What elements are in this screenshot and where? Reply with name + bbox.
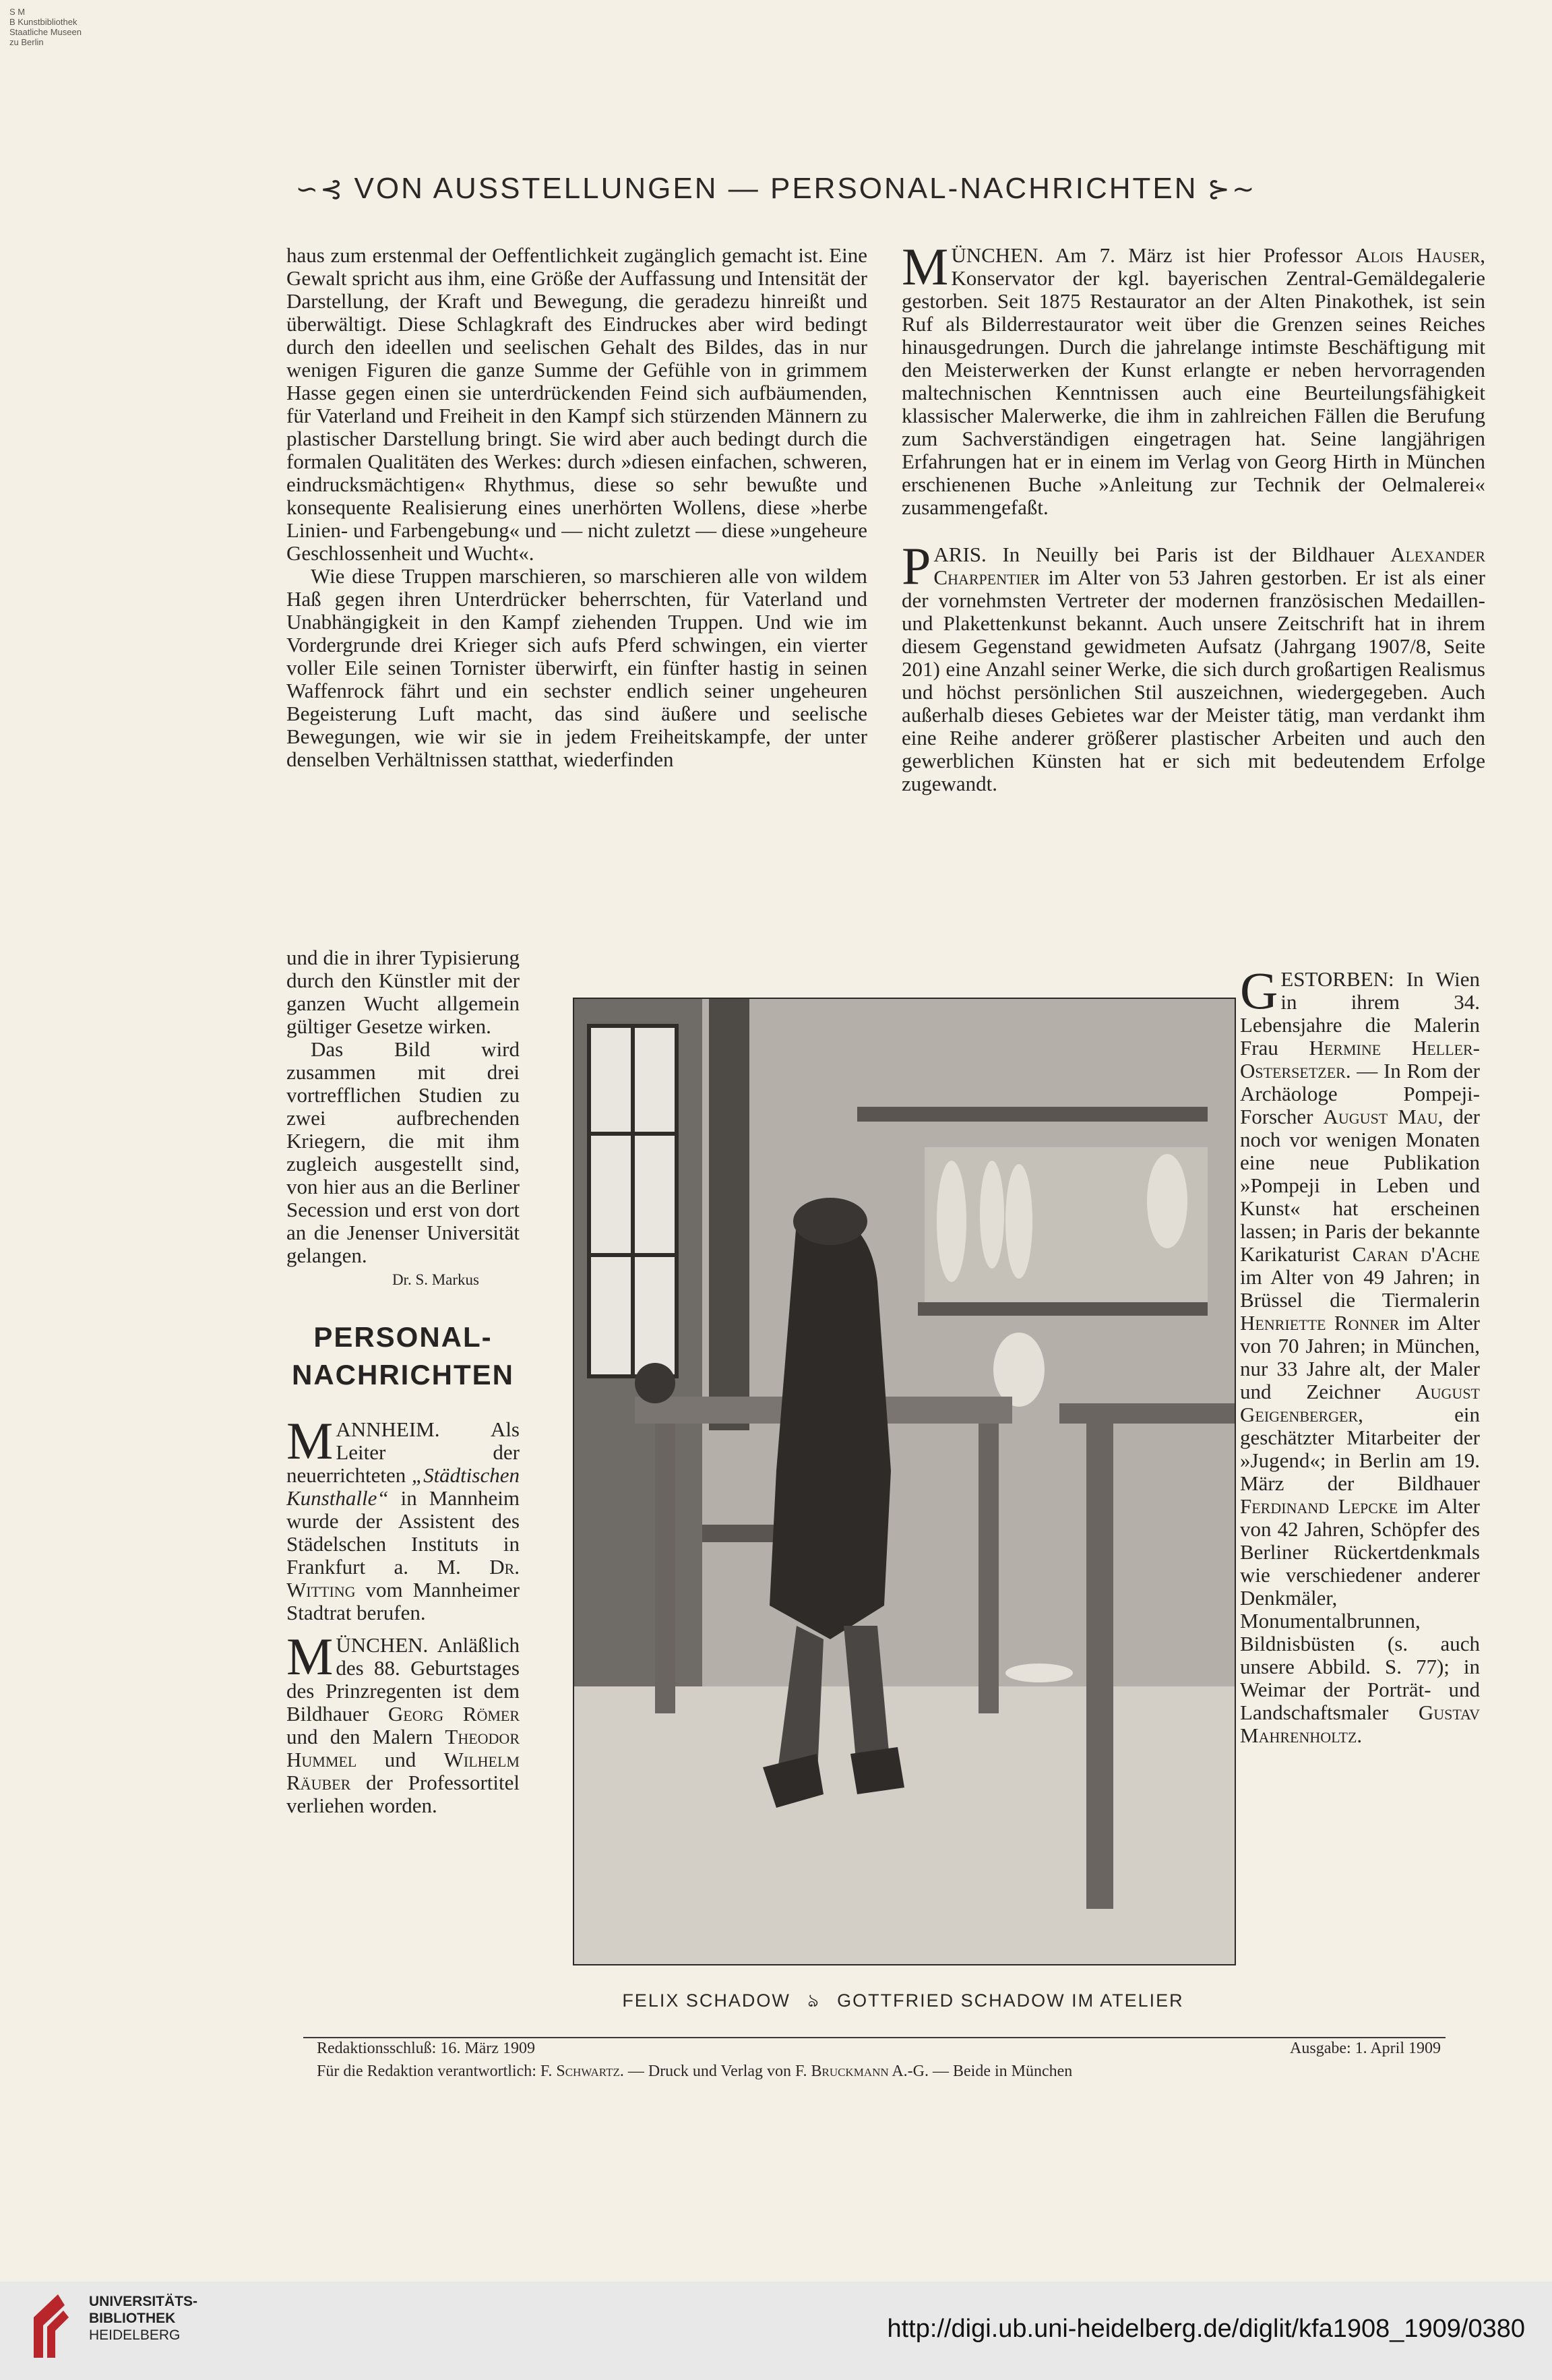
section-heading-line: PERSONAL- xyxy=(313,1321,493,1353)
person-name: Georg Römer xyxy=(387,1702,520,1726)
news-place: ÜNCHEN. xyxy=(951,243,1044,267)
news-item-muenchen-obituary xyxy=(902,237,1485,519)
right-column xyxy=(902,237,1485,795)
painting-illustration xyxy=(574,999,1235,1964)
news-text: im Alter von 42 Jahren, Schöpfer des Berliner Rückertdenkmals wie verschiedener anderer Denkmäler, Monumentalbrunnen, Bildnisbüsten (s. auch unsere Abbild. S. 77); in Weimar der Porträt- und Landschaftsmaler xyxy=(1240,1494,1480,1724)
news-text: und den Malern xyxy=(286,1725,445,1748)
person-name: Schwartz xyxy=(556,2063,620,2080)
imprint-text: . — Druck und Verlag von F. xyxy=(619,2063,811,2080)
author-signature: Dr. S. Markus xyxy=(392,1271,479,1288)
section-heading-line: NACHRICHTEN xyxy=(292,1359,514,1391)
drop-cap: M xyxy=(902,237,949,296)
news-place: ARIS. xyxy=(933,543,987,566)
caption-title: GOTTFRIED SCHADOW IM ATELIER xyxy=(837,1990,1184,2011)
ornament-right-icon: ⊱∼ xyxy=(1207,174,1257,205)
news-text: Anläßlich des 88. Geburtstages des Prinzregenten ist dem Bildhauer xyxy=(286,1633,520,1726)
publisher-name: Bruckmann xyxy=(811,2063,889,2080)
archive-stamp xyxy=(9,7,82,47)
article-paragraph: Das Bild wird zusammen mit drei vortrefflichen Studien zu zwei aufbrechenden Kriegern, die mit ihm zugleich ausgestellt sind, von hier aus an die Berliner Secession und erst von dort an die Jenenser Universität gelangen. xyxy=(286,1037,520,1267)
person-name: Alois Hauser xyxy=(1355,243,1481,267)
footer-ausgabe: Ausgabe: 1. April 1909 xyxy=(1290,2040,1441,2057)
caption-ornament-icon: ঌ xyxy=(807,1990,820,2011)
news-text: . xyxy=(1357,1723,1363,1747)
news-text: der Professortitel verliehen worden. xyxy=(286,1771,520,1817)
person-name: Gustav Mahrenholtz xyxy=(1240,1701,1480,1747)
stamp-line: zu Berlin xyxy=(9,37,44,47)
source-url-link[interactable]: http://digi.ub.uni-heidelberg.de/diglit/kfa1908_1909/0380 xyxy=(887,2315,1525,2343)
person-name: Dr. Witting xyxy=(286,1555,520,1601)
left-column-narrow xyxy=(286,946,520,1817)
drop-cap: G xyxy=(1240,961,1278,1020)
news-place: ÜNCHEN. xyxy=(336,1633,429,1657)
news-text: im Alter von 49 Jahren; in Brüssel die Tiermalerin xyxy=(1240,1265,1480,1312)
library-name-line: BIBLIOTHEK xyxy=(89,2311,176,2326)
person-name: August Geigenberger xyxy=(1240,1380,1480,1426)
stamp-line: B Kunstbibliothek xyxy=(9,17,77,27)
gestorben-column xyxy=(1240,961,1480,1747)
article-paragraph: haus zum erstenmal der Oeffentlichkeit zugänglich gemacht ist. Eine Gewalt spricht aus ihm, eine Größe der Auffassung und Intensität der Darstellung, der Kraft und Bewegung, die geradezu hinreißt und überwältigt. Diese Schlagkraft des Eindruckes aber wird bedingt durch den ideellen und seelischen Gehalt des Bildes, das in nur wenigen Figuren die ganze Summe der Gefühle von in grimmem Hasse gegen einen sie unterdrückenden Feind sich aufbäumenden, für Vaterland und Freiheit in den Kampf sich stürzenden Männern zu plastischer Darstellung bringt. Sie wird aber auch bedingt durch die formalen Qualitäten des Werkes: durch »diesen einfachen, schweren, eindrucksmächtigen« Rhythmus, diese so sehr bewußte und konsequente Realisierung eines unerhörten Wollens, diese »herbe Linien- und Farbengebung« und — nicht zuletzt — diese »ungeheure Geschlossenheit und Wucht«. xyxy=(286,243,867,565)
footer-redaktion: Redaktionsschluß: 16. März 1909 xyxy=(317,2040,535,2057)
stamp-line: Staatliche Museen xyxy=(9,27,82,37)
news-text: In Wien in ihrem 34. Lebensjahre die Malerin Frau xyxy=(1240,967,1480,1060)
person-name: Henriette Ronner xyxy=(1240,1311,1400,1335)
news-item-gestorben xyxy=(1240,961,1480,1747)
person-name: Wilhelm Räuber xyxy=(286,1748,520,1794)
news-item-mannheim xyxy=(286,1411,520,1624)
caption-artist: FELIX SCHADOW xyxy=(622,1990,790,2011)
person-name: Hermine Heller-Ostersetzer xyxy=(1240,1036,1480,1082)
person-name: Caran d'Ache xyxy=(1352,1242,1480,1266)
imprint-text: Für die Redaktion verantwortlich: F. xyxy=(317,2063,557,2080)
figure-caption xyxy=(573,1987,1233,2017)
person-name: August Mau xyxy=(1323,1105,1438,1128)
news-text: , Konservator der kgl. bayerischen Zentral-Gemäldegalerie gestorben. Seit 1875 Restaurator an der Alten Pinakothek, ist sein Ruf als Bilderrestaurator weit über die Grenzen seines Reiches hinausgedrungen. Durch die jahrelange intimste Beschäftigung mit den Meisterwerken der Kunst erlangte er neben hervorragenden maltechnischen Kenntnissen auch eine Beurteilungsfähigkeit klassischer Malerwerke, die ihm in zahlreichen Fällen die Berufung zum Sachverständigen eingetragen hat. Seine langjährigen Erfahrungen hat er in einem im Verlag von Georg Hirth in München erschienenen Buche »Anleitung zur Technik der Oelmalerei« zusammengefaßt. xyxy=(902,243,1485,519)
library-name-line: UNIVERSITÄTS- xyxy=(89,2294,198,2309)
news-text: In Neuilly bei Paris ist der Bildhauer xyxy=(986,543,1391,566)
drop-cap: M xyxy=(286,1411,334,1470)
news-text: vom Mannheimer Stadtrat berufen. xyxy=(286,1578,520,1624)
news-place: ESTORBEN: xyxy=(1280,967,1394,991)
drop-cap: P xyxy=(902,537,931,595)
stamp-line: S M xyxy=(9,7,26,17)
news-text: , der noch vor wenigen Monaten eine neue Publikation »Pompeji in Leben und Kunst« hat erscheinen lassen; in Paris der bekannte Karikaturist xyxy=(1240,1105,1480,1266)
news-text: im Alter von 70 Jahren; in München, nur 33 Jahre alt, der Maler und Zeichner xyxy=(1240,1311,1480,1403)
article-paragraph: Wie diese Truppen marschieren, so marschieren alle von wildem Haß gegen ihren Unterdrücker beherrschten, für Vaterland und Unabhängigkeit in den Kampf ziehenden Truppen. Und wie im Vordergrunde drei Krieger sich aufs Pferd schwingen, ein vierter voller Eile seinen Tornister überwirft, ein fünfter hastig in seinen Waffenrock fährt und ein sechster endlich seiner ungeheuren Begeisterung Luft macht, das sind äußere und seelische Bewegungen, wie wir sie in jedem Freiheitskampfe, der unter denselben Verhältnissen statthat, wiederfinden xyxy=(286,564,867,771)
section-heading xyxy=(286,1318,520,1394)
news-emphasis: „Städtischen Kunsthalle“ xyxy=(286,1463,520,1510)
page-header xyxy=(0,172,1552,206)
painting-figure xyxy=(573,998,1236,1965)
ornament-left-icon: ∽⊰ xyxy=(295,174,345,205)
person-name: Theodor Hummel xyxy=(286,1725,520,1771)
news-item-paris xyxy=(902,537,1485,795)
article-paragraph: und die in ihrer Typisierung durch den Künstler mit der ganzen Wucht allgemein gültiger Gesetze wirken. xyxy=(286,946,520,1038)
imprint-text: A.-G. — Beide in München xyxy=(888,2063,1073,2080)
left-column-upper xyxy=(286,244,867,771)
library-logo-icon xyxy=(24,2290,78,2368)
news-text: in Mannheim wurde der Assistent des Städelschen Instituts in Frankfurt a. M. xyxy=(286,1486,520,1579)
header-title: VON AUSSTELLUNGEN — PERSONAL-NACHRICHTEN xyxy=(354,172,1198,205)
news-text: , ein geschätzter Mitarbeiter der »Jugend«; in Berlin am 19. März der Bildhauer xyxy=(1240,1403,1480,1495)
library-name xyxy=(89,2293,197,2344)
news-text: im Alter von 53 Jahren gestorben. Er ist als einer der vornehmsten Vertreter der modernen französischen Medaillen- und Plakettenkunst bekannt. Auch unsere Zeitschrift hat in ihrem diesem Gegenstand gewidmeten Aufsatz (Jahrgang 1907/8, Seite 201) eine Anzahl seiner Werke, die sich durch großartigen Realismus und höchst persönlichen Stil auszeichnen, wiedergegeben. Auch außerhalb dieses Gebietes war der Meister tätig, man verdankt ihm eine Reihe anderer größerer plastischer Arbeiten und auch den gewerblichen Künsten hat er sich mit bedeutendem Erfolge zugewandt. xyxy=(902,566,1485,795)
footer-imprint xyxy=(317,2063,1072,2081)
news-text: . — In Rom der Archäologe Pompeji-Forscher xyxy=(1240,1059,1480,1128)
news-place: ANNHEIM. xyxy=(336,1417,440,1441)
library-name-line: HEIDELBERG xyxy=(89,2327,181,2343)
news-item-muenchen-professors xyxy=(286,1627,520,1817)
drop-cap: M xyxy=(286,1627,334,1686)
news-text: Am 7. März ist hier Professor xyxy=(1043,243,1356,267)
news-text: und xyxy=(356,1748,444,1771)
person-name: Alexander Charpentier xyxy=(933,543,1485,589)
footer-rule xyxy=(303,2037,1446,2038)
news-text: Als Leiter der neuerrichteten xyxy=(286,1417,520,1487)
person-name: Ferdinand Lepcke xyxy=(1240,1494,1398,1518)
